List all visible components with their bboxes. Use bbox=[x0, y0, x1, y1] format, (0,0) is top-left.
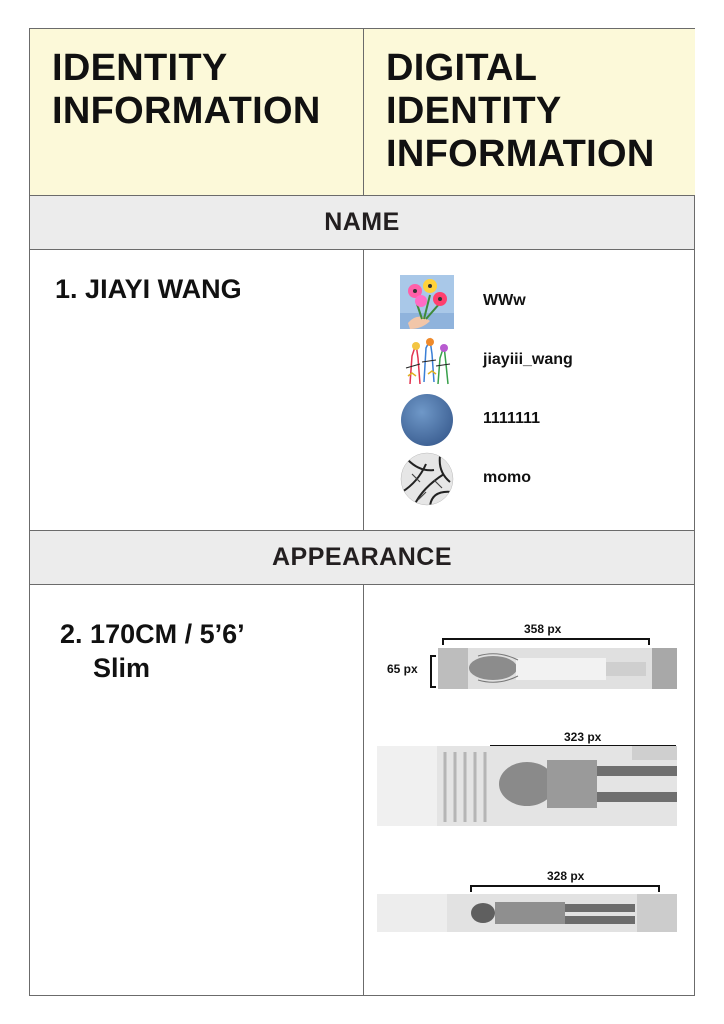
width-label: 328 px bbox=[547, 869, 585, 883]
flower-bouquet-avatar-icon bbox=[400, 275, 454, 329]
width-bracket bbox=[470, 885, 660, 892]
doodle-figures-avatar-icon bbox=[400, 334, 454, 388]
profile-handle: jiayiii_wang bbox=[483, 351, 573, 368]
person-photo-strip-icon bbox=[438, 648, 677, 689]
column-divider bbox=[363, 585, 364, 996]
height-label: 65 px bbox=[387, 662, 418, 676]
width-label: 323 px bbox=[564, 730, 602, 744]
identity-table bbox=[29, 28, 695, 996]
height-bracket bbox=[430, 655, 436, 688]
section-title: NAME bbox=[324, 208, 400, 236]
header-digital-identity-information bbox=[364, 29, 695, 195]
column-divider bbox=[363, 29, 364, 195]
person-photo-strip-icon bbox=[377, 746, 677, 826]
row-divider bbox=[30, 584, 694, 585]
person-photo-strip-icon bbox=[377, 894, 677, 932]
header-identity-information bbox=[30, 29, 363, 195]
profile-handle: 1111111 bbox=[483, 410, 540, 427]
identity-information-heading: IDENTITY INFORMATION bbox=[52, 47, 321, 132]
branches-circle-avatar-icon bbox=[400, 452, 454, 506]
column-divider bbox=[363, 250, 364, 530]
row-divider bbox=[30, 249, 694, 250]
section-band-name bbox=[30, 196, 694, 249]
profile-handle: momo bbox=[483, 469, 531, 486]
appearance-item: 2. 170CM / 5’6’ Slim bbox=[60, 619, 245, 683]
name-item: 1. JIAYI WANG bbox=[55, 274, 242, 304]
width-label: 358 px bbox=[524, 622, 562, 636]
width-bracket bbox=[442, 638, 650, 645]
blue-circle-avatar-icon bbox=[400, 393, 454, 447]
profile-handle: WWw bbox=[483, 292, 526, 309]
section-title: APPEARANCE bbox=[271, 543, 453, 571]
section-band-appearance bbox=[30, 531, 694, 584]
digital-identity-information-heading: DIGITAL IDENTITY INFORMATION bbox=[386, 47, 655, 175]
